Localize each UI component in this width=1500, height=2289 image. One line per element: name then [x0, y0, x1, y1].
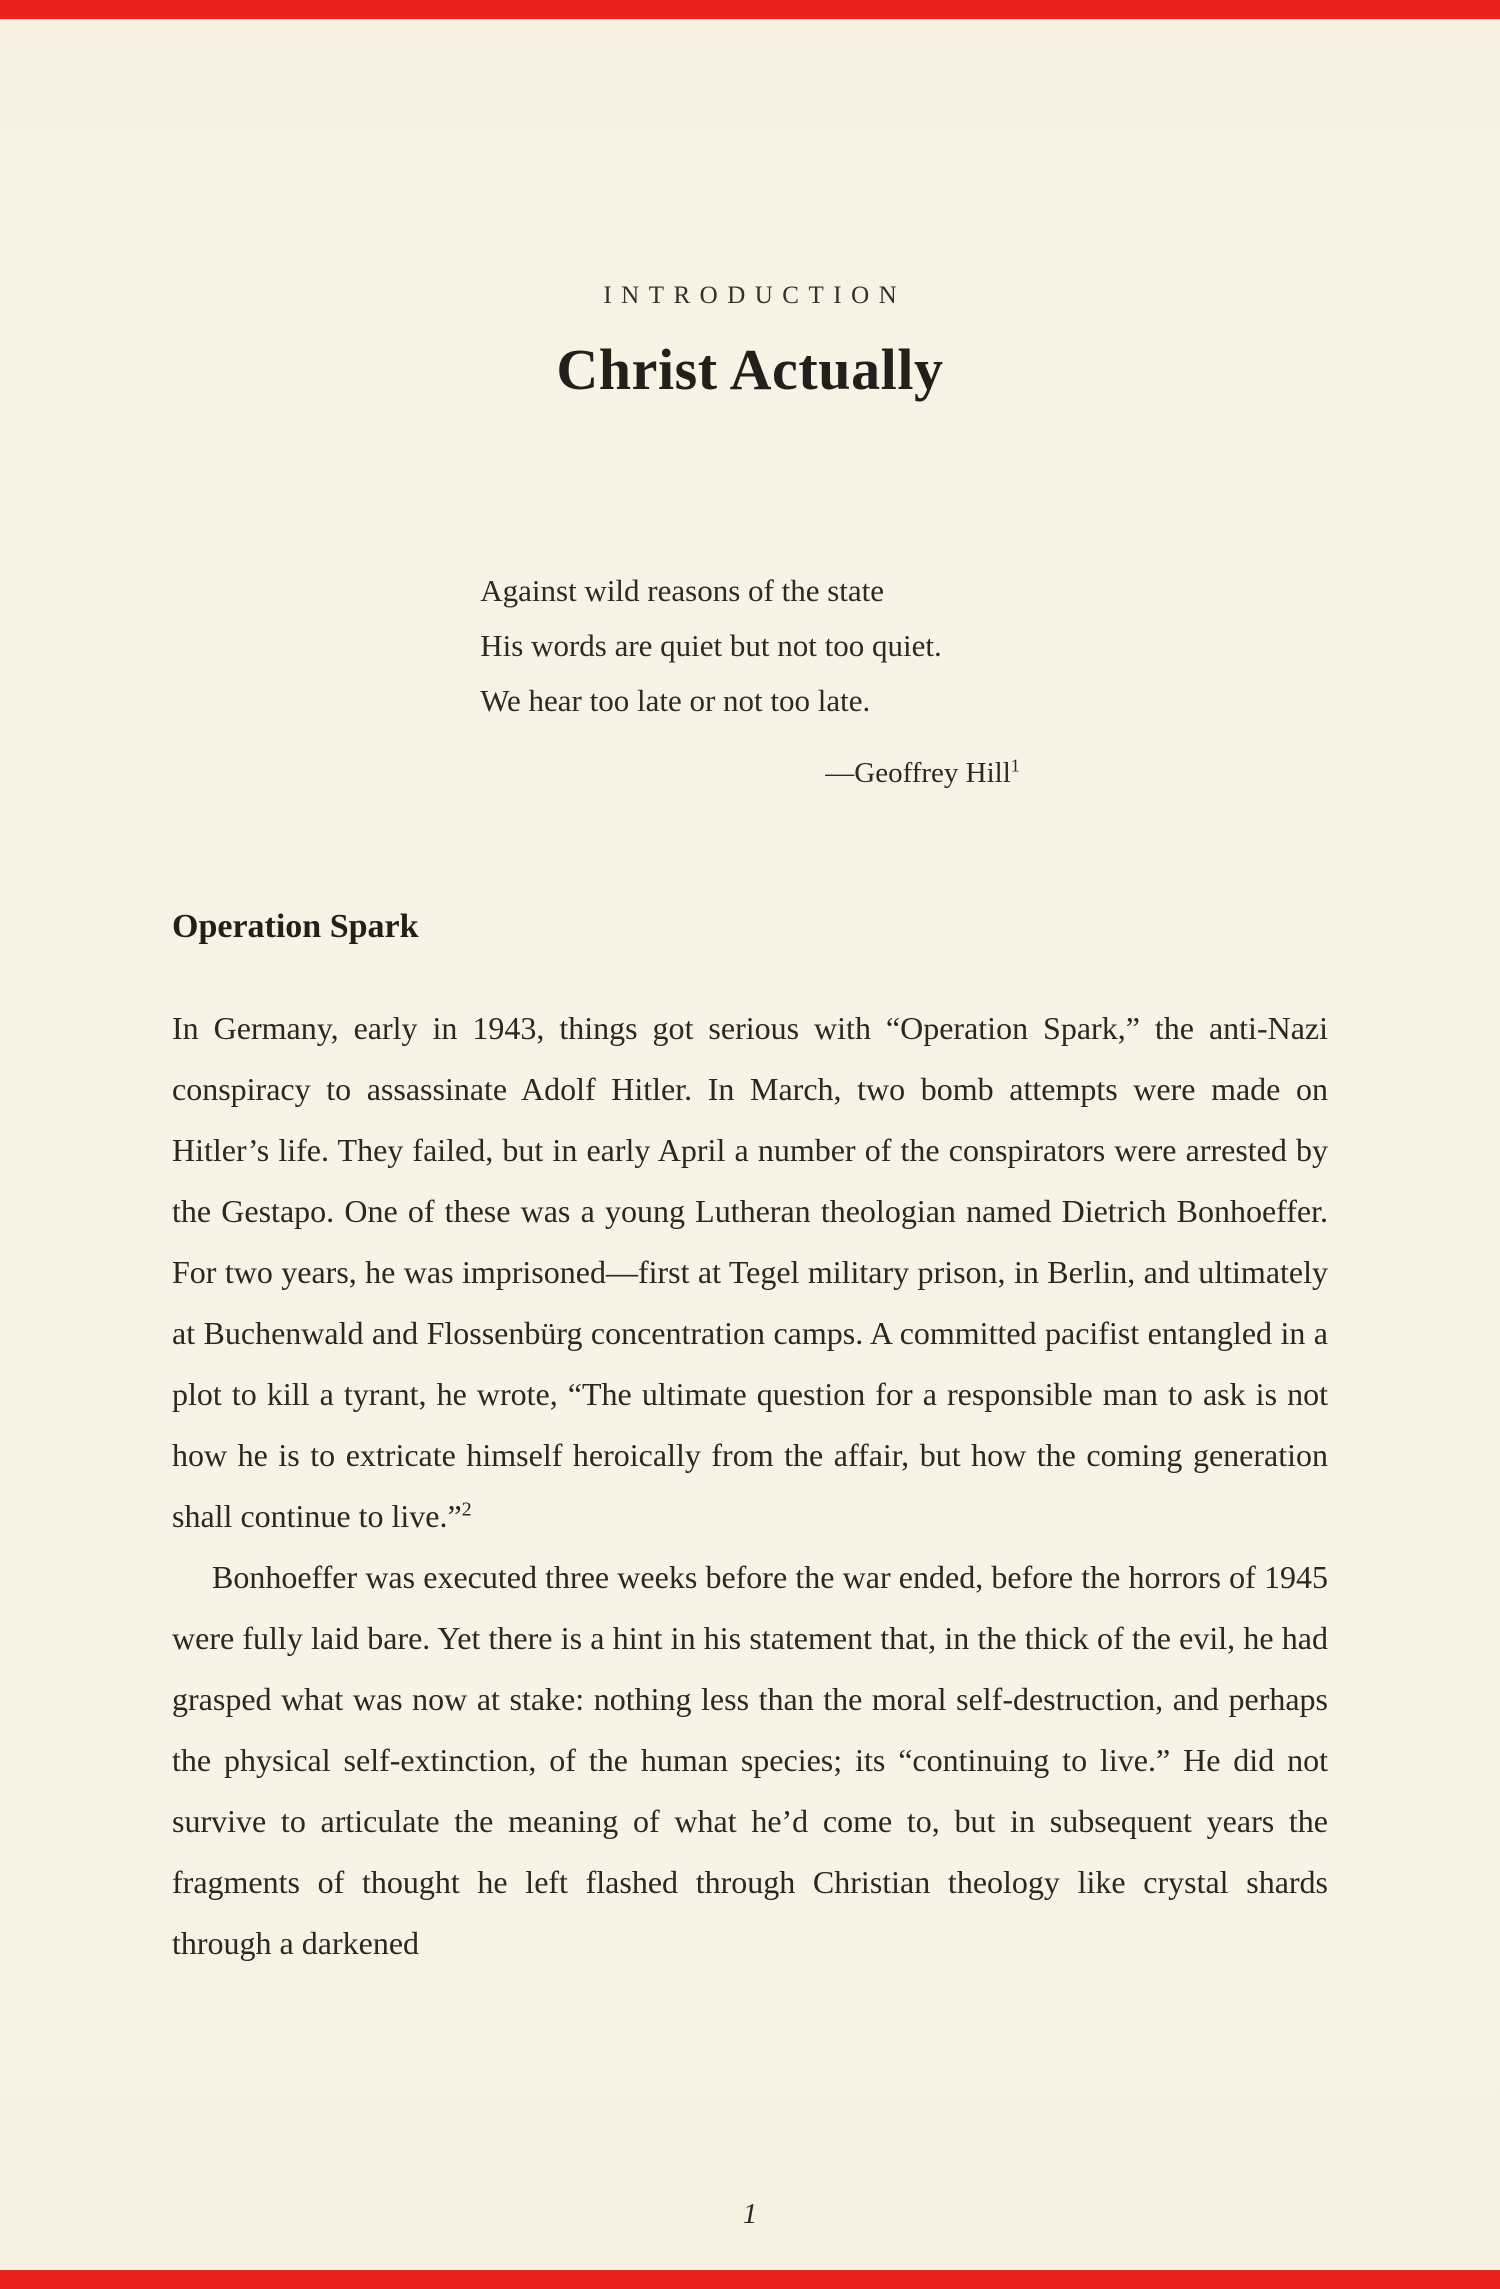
footnote-marker: 2	[461, 1498, 472, 1521]
paragraph-text: In Germany, early in 1943, things got serious with “Operation Spark,” the anti-Nazi conspiracy to assassinate Adolf Hitler. In March, two bomb attempts were made on Hitler’s life. They failed, but in early April a number of the conspirators were arrested by the Gestapo. One of these was a young Lutheran theologian named Dietrich Bonhoeffer. For two years, he was imprisoned—first at Tegel military prison, in Berlin, and ultimately at Buchenwald and Flossenbürg concentration camps. A committed pacifist entangled in a plot to kill a tyrant, he wrote, “The ultimate question for a responsible man to ask is not how he is to extricate himself heroically from the affair, but how the coming generation shall continue to live.”	[172, 1010, 1328, 1534]
bottom-red-band	[0, 2270, 1500, 2289]
epigraph-line: Against wild reasons of the state	[480, 573, 885, 608]
paragraph-text: Bonhoeffer was executed three weeks before the war ended, before the horrors of 1945 were fully laid bare. Yet there is a hint in his statement that, in the thick of the evil, he had grasped what was now at stake: nothing less than the moral self-destruction, and perhaps the physical self-extinction, of the human species; its “continuing to live.” He did not survive to articulate the meaning of what he’d come to, but in subsequent years the fragments of thought he left flashed through Christian theology like crystal shards through a darkened	[172, 1559, 1328, 1961]
top-red-band	[0, 0, 1500, 19]
paragraph	[172, 998, 1328, 1547]
footnote-marker: 1	[1010, 755, 1020, 776]
epigraph-line: His words are quiet but not too quiet.	[480, 628, 942, 663]
epigraph	[480, 563, 1019, 790]
page-number: 1	[742, 2198, 758, 2230]
paragraph	[172, 1547, 1328, 1974]
epigraph-line: We hear too late or not too late.	[480, 683, 871, 718]
epigraph-attribution-text: —Geoffrey Hill	[825, 757, 1011, 789]
chapter-kicker: INTRODUCTION	[603, 282, 907, 309]
section-heading: Operation Spark	[172, 908, 419, 945]
page-content	[172, 0, 1328, 1974]
chapter-title: Christ Actually	[556, 337, 944, 402]
body-text	[172, 998, 1328, 1974]
epigraph-attribution	[825, 756, 1019, 790]
